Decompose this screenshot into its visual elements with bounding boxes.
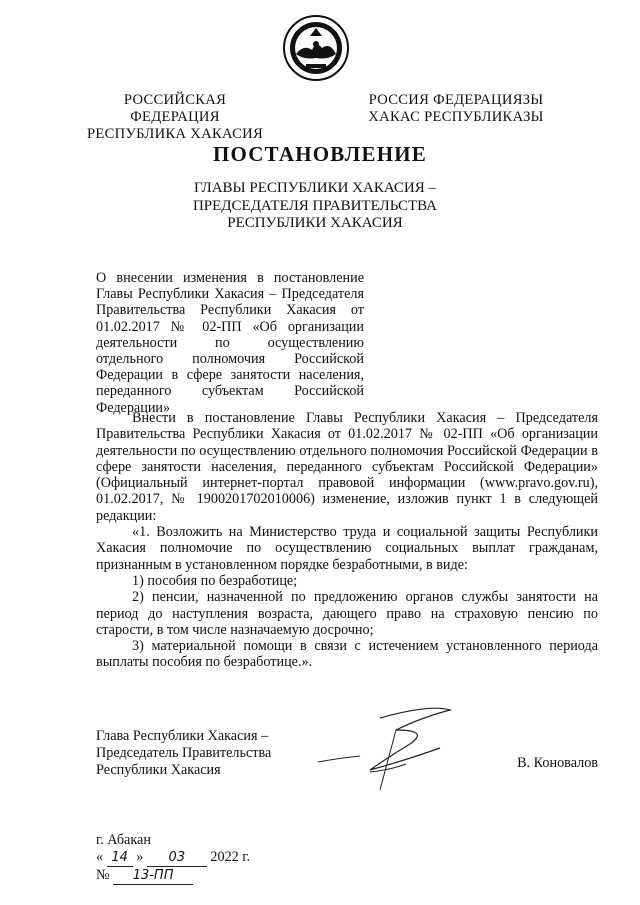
handwritten-signature: [310, 700, 460, 800]
issuer-line3: РЕСПУБЛИКИ ХАКАСИЯ: [227, 215, 403, 231]
issuer-block: [160, 180, 470, 233]
header-left-line1: РОССИЙСКАЯ ФЕДЕРАЦИЯ: [123, 92, 227, 125]
body-paragraph-4: 2) пенсии, назначенной по предложению органов службы занятости на период до наступления возраста, дающего право на страховую пенсию по старости, в том числе назначаемую досрочно;: [96, 589, 598, 638]
date-line: [96, 849, 250, 867]
date-year: 2022 г.: [210, 849, 251, 865]
document-body: [96, 410, 598, 671]
header-right: [366, 92, 546, 126]
body-paragraph-5: 3) материальной помощи в связи с истечением установленного периода выплаты пособия по безработице.».: [96, 638, 598, 671]
number-line: [96, 867, 250, 885]
signatory-line3: Республики Хакасия: [96, 762, 221, 778]
header-right-line1: РОССИЯ ФЕДЕРАЦИЯЗЫ: [368, 92, 544, 108]
signatory-name: В. Коновалов: [517, 755, 598, 771]
header-right-line2: ХАКАС РЕСПУБЛИКАЗЫ: [368, 109, 544, 125]
issuer-line1: ГЛАВЫ РЕСПУБЛИКИ ХАКАСИЯ –: [193, 180, 437, 196]
date-month: 03: [147, 849, 207, 867]
signatory-title: [96, 728, 271, 779]
body-paragraph-1: Внести в постановление Главы Республики Хакасия – Председателя Правительства Республики Хакасия от 01.02.2017 № 02-ПП «Об организации деятельности по осуществлению отдельного полномочия Российской Федерации в сфере занятости населения, переданного субъектам Российской Федерации» (Официальный интернет-портал правовой информации (www.pravo.gov.ru), 01.02.2017, № 1900201702010006) изменение, изложив пункт 1 в следующей редакции:: [96, 410, 598, 524]
body-paragraph-2: «1. Возложить на Министерство труда и социальной защиты Республики Хакасия полномочие по осуществлению социальных выплат гражданам, признанным в установленном порядке безработными, в виде:: [96, 524, 598, 573]
issuer-line2: ПРЕДСЕДАТЕЛЯ ПРАВИТЕЛЬСТВА: [192, 197, 438, 214]
signatory-line2: Председатель Правительства: [96, 745, 272, 761]
signatory-line1: Глава Республики Хакасия –: [96, 728, 269, 744]
date-day: 14: [107, 849, 133, 867]
date-close-quote: »: [136, 849, 144, 865]
header-left: [80, 92, 270, 143]
coat-of-arms-icon: [282, 14, 350, 82]
city: г. Абакан: [96, 832, 151, 848]
place-date-number: [96, 832, 250, 885]
date-open-quote: «: [96, 849, 104, 865]
body-paragraph-3: 1) пособия по безработице;: [132, 572, 298, 589]
document-title: ПОСТАНОВЛЕНИЕ: [212, 142, 428, 166]
header-left-line2: РЕСПУБЛИКА ХАКАСИЯ: [86, 126, 264, 142]
document-number: 13-ПП: [113, 867, 193, 885]
number-label: №: [96, 867, 110, 883]
document-subject: О внесении изменения в постановление Главы Республики Хакасия – Председателя Правительства Республики Хакасия от 01.02.2017 № 02-ПП «Об организации деятельности по осуществлению отдельного полномочия Российской Федерации в сфере занятости населения, переданного субъектам Российской Федерации»: [96, 270, 364, 416]
